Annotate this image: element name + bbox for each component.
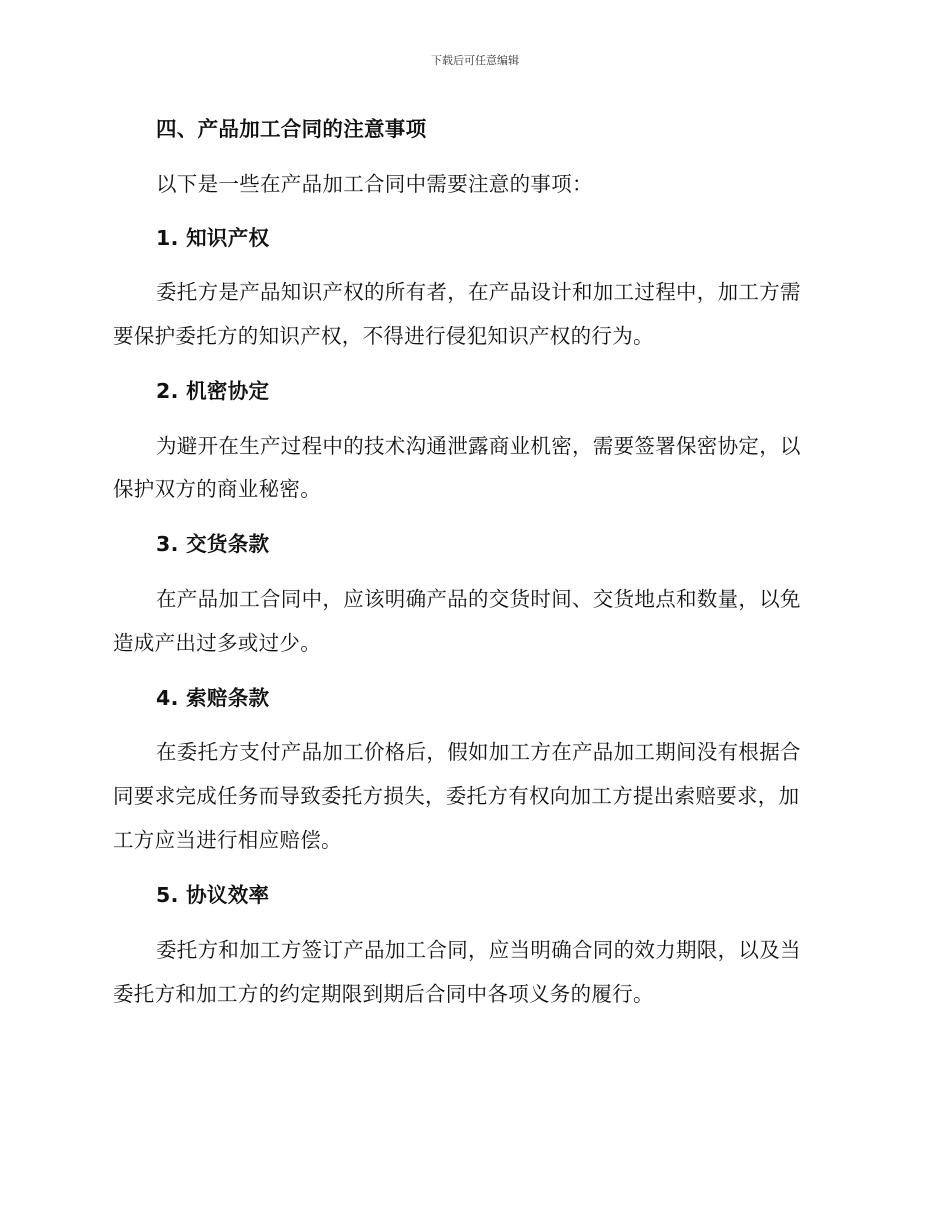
section-title: 四、产品加工合同的注意事项 — [156, 117, 427, 141]
paragraph-line: 要保护委托方的知识产权，不得进行侵犯知识产权的行为。 — [113, 324, 654, 348]
item-heading-claims-terms: 4. 索赔条款 — [156, 686, 270, 710]
intro-paragraph: 以下是一些在产品加工合同中需要注意的事项： — [156, 172, 593, 196]
paragraph-line: 工方应当进行相应赔偿。 — [113, 828, 342, 852]
item-heading-intellectual-property: 1. 知识产权 — [156, 226, 270, 250]
page-header: 下载后可任意编辑 — [431, 54, 519, 67]
paragraph-line: 为避开在生产过程中的技术沟通泄露商业机密，需要签署保密协定，以 — [156, 434, 801, 458]
paragraph-line: 委托方是产品知识产权的所有者，在产品设计和加工过程中，加工方需 — [156, 280, 801, 304]
item-heading-delivery-terms: 3. 交货条款 — [156, 532, 270, 556]
paragraph-line: 造成产出过多或过少。 — [113, 631, 321, 655]
paragraph-line: 委托方和加工方签订产品加工合同，应当明确合同的效力期限，以及当 — [156, 938, 801, 962]
paragraph-line: 在产品加工合同中，应该明确产品的交货时间、交货地点和数量，以免 — [156, 587, 801, 611]
item-heading-confidentiality: 2. 机密协定 — [156, 379, 270, 403]
item-heading-agreement-efficiency: 5. 协议效率 — [156, 883, 270, 907]
paragraph-line: 委托方和加工方的约定期限到期后合同中各项义务的履行。 — [113, 982, 654, 1006]
paragraph-line: 同要求完成任务而导致委托方损失，委托方有权向加工方提出索赔要求，加 — [113, 784, 800, 808]
paragraph-line: 在委托方支付产品加工价格后，假如加工方在产品加工期间没有根据合 — [156, 740, 801, 764]
paragraph-line: 保护双方的商业秘密。 — [113, 477, 321, 501]
